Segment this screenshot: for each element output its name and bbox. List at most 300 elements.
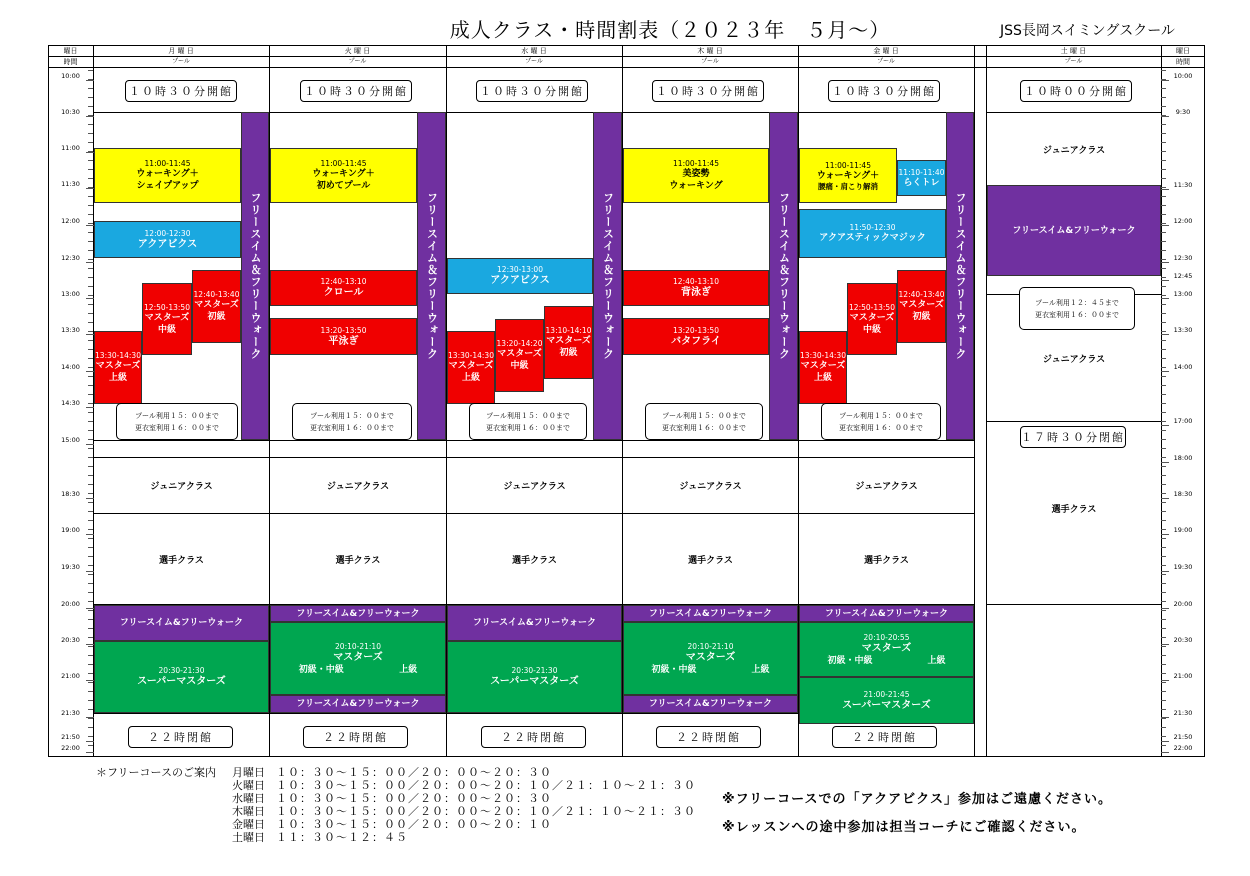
time-minor-tick <box>88 151 93 152</box>
class-walking-shapeup[interactable] <box>94 148 241 203</box>
class-name: フリースイム&フリーウォーク <box>1012 225 1136 236</box>
time-minor-tick <box>1161 673 1166 674</box>
pool-label: プール <box>525 58 543 65</box>
time-tick <box>1161 644 1169 645</box>
time-minor-tick <box>1161 493 1166 494</box>
class-masters-shokyu[interactable] <box>192 270 241 343</box>
class-name: マスターズ <box>546 336 591 346</box>
time-tick <box>1161 498 1169 499</box>
free-swim-vertical[interactable]: フリースイム＆フリーウォーク <box>946 112 974 440</box>
column-divider <box>974 45 975 757</box>
time-minor-tick <box>88 745 93 746</box>
time-tick <box>1161 298 1169 299</box>
class-time: 20:10-20:55 <box>863 632 910 642</box>
class-masters-evening[interactable] <box>799 622 974 677</box>
time-minor-tick <box>1161 223 1166 224</box>
class-level: 上級 <box>813 373 832 383</box>
class-time: 20:30-21:30 <box>511 666 558 675</box>
time-minor-tick <box>88 736 93 737</box>
class-time: 12:40-13:10 <box>673 277 719 286</box>
free-swim-vertical[interactable]: フリースイム＆フリーウォーク <box>241 112 269 440</box>
time-tick <box>86 298 94 299</box>
time-minor-tick <box>88 592 93 593</box>
time-minor-tick <box>1161 547 1166 548</box>
class-time: 13:20-14:20 <box>496 339 543 348</box>
close-time-thursday: ２２時閉館 <box>656 726 761 748</box>
note-pool: プール利用１５：００まで <box>662 411 746 420</box>
time-minor-tick <box>1161 241 1166 242</box>
pool-usage-note <box>821 403 941 440</box>
class-level: 初級 <box>207 312 226 322</box>
time-tick <box>86 80 94 81</box>
class-masters-chukyu[interactable] <box>495 319 544 392</box>
class-super-masters[interactable] <box>94 641 269 713</box>
footer-times: １０：３０〜１５：００／２０：００〜２０：１０／２１：１０〜２１：３０ <box>276 805 696 818</box>
time-label: 18:00 <box>1173 454 1193 462</box>
free-course-row <box>232 805 696 818</box>
time-tick <box>1161 334 1169 335</box>
junior-class: ジュニアクラス <box>1042 145 1106 156</box>
time-label: 12:30 <box>1173 254 1193 262</box>
time-minor-tick <box>88 70 93 71</box>
time-label: 10:00 <box>1173 72 1193 80</box>
free-swim-vertical[interactable]: フリースイム＆フリーウォーク <box>769 112 798 440</box>
pool-label: プール <box>877 58 895 65</box>
time-minor-tick <box>88 124 93 125</box>
open-time-tuesday: １０時３０分開館 <box>300 80 412 102</box>
time-tick <box>1161 571 1169 572</box>
class-name: マスターズ <box>194 300 239 310</box>
pool-usage-note <box>292 403 412 440</box>
class-name: クロール <box>323 287 364 298</box>
note-pool: プール利用１５：００まで <box>486 411 570 420</box>
time-minor-tick <box>1161 412 1166 413</box>
time-label: 17:00 <box>1173 417 1193 425</box>
class-time: 13:20-13:50 <box>320 325 367 335</box>
time-minor-tick <box>1161 637 1166 638</box>
class-time: 11:00-11:45 <box>144 159 191 168</box>
class-name: マスターズ <box>861 642 912 654</box>
time-minor-tick <box>1161 538 1166 539</box>
class-name: 腰痛・肩こり解消 <box>818 181 878 191</box>
time-label: 14:00 <box>61 363 80 371</box>
time-minor-tick <box>88 376 93 377</box>
class-name: ウォーキング <box>669 181 723 191</box>
time-tick <box>1161 462 1169 463</box>
time-minor-tick <box>88 493 93 494</box>
time-minor-tick <box>1161 268 1166 269</box>
time-label: 13:00 <box>61 290 80 298</box>
time-minor-tick <box>88 430 93 431</box>
close-time-saturday: １７時３０分閉館 <box>1020 426 1126 448</box>
time-minor-tick <box>88 106 93 107</box>
time-label: 13:00 <box>1173 290 1193 298</box>
class-level: 初級 <box>559 348 578 358</box>
class-name: フリースイム&フリーウォーク <box>296 699 420 709</box>
class-super-masters[interactable] <box>799 677 974 724</box>
header-youbi: 曜日 <box>63 47 78 55</box>
class-name: マスターズ <box>497 349 542 359</box>
time-label: 11:00 <box>61 144 80 152</box>
note-locker: 更衣室利用１６：００まで <box>662 423 746 432</box>
time-minor-tick <box>88 637 93 638</box>
class-masters-chukyu[interactable] <box>847 283 897 355</box>
class-name: マスターズ <box>333 651 383 663</box>
class-name: 平泳ぎ <box>328 335 359 347</box>
time-label: 20:30 <box>1173 636 1193 644</box>
time-minor-tick <box>88 358 93 359</box>
class-rakutore[interactable] <box>897 160 946 196</box>
footer-day: 金曜日 <box>232 818 265 831</box>
class-bishisei-walking[interactable] <box>623 148 769 203</box>
class-breaststroke[interactable] <box>270 318 417 355</box>
time-minor-tick <box>88 691 93 692</box>
class-name: フリースイム&フリーウォーク <box>119 618 244 628</box>
time-minor-tick <box>88 286 93 287</box>
time-minor-tick <box>88 241 93 242</box>
time-minor-tick <box>88 610 93 611</box>
time-label: 10:30 <box>61 108 80 116</box>
note-locker: 更衣室利用１６：００まで <box>310 423 394 432</box>
time-minor-tick <box>88 664 93 665</box>
time-tick <box>1161 680 1169 681</box>
senshu-class: 選手クラス <box>688 555 733 566</box>
class-time: 20:30-21:30 <box>158 666 205 675</box>
pool-usage-note <box>645 403 763 440</box>
time-label: 9:30 <box>1175 108 1191 116</box>
time-minor-tick <box>88 556 93 557</box>
time-minor-tick <box>1161 124 1166 125</box>
day-header-saturday: 土 曜 日 <box>1060 47 1087 55</box>
time-minor-tick <box>88 88 93 89</box>
time-minor-tick <box>88 250 93 251</box>
time-minor-tick <box>1161 169 1166 170</box>
time-minor-tick <box>88 619 93 620</box>
header-jikan: 時間 <box>1176 58 1190 66</box>
class-time: 11:00-11:45 <box>320 159 367 168</box>
time-minor-tick <box>1161 655 1166 656</box>
time-minor-tick <box>1161 97 1166 98</box>
time-minor-tick <box>1161 376 1166 377</box>
time-label: 18:30 <box>61 490 80 498</box>
senshu-class: 選手クラス <box>864 555 909 566</box>
header-divider <box>48 56 1205 57</box>
free-swim-walk[interactable] <box>799 605 974 622</box>
day-header-thursday: 木 曜 日 <box>697 47 723 55</box>
class-levels <box>624 664 797 676</box>
time-label: 21:30 <box>1173 709 1193 717</box>
class-masters-shokyu[interactable] <box>544 306 593 379</box>
time-minor-tick <box>1161 340 1166 341</box>
time-minor-tick <box>88 421 93 422</box>
time-minor-tick <box>88 259 93 260</box>
class-time: 13:30-14:30 <box>448 351 494 360</box>
time-tick <box>86 608 94 609</box>
time-minor-tick <box>1161 367 1166 368</box>
class-time: 13:30-14:30 <box>95 351 141 360</box>
time-label: 19:30 <box>1173 563 1193 571</box>
time-minor-tick <box>1161 160 1166 161</box>
note-locker: 更衣室利用１６：００まで <box>486 423 570 432</box>
time-label: 20:00 <box>61 600 80 608</box>
time-minor-tick <box>1161 178 1166 179</box>
time-minor-tick <box>1161 403 1166 404</box>
time-label: 21:30 <box>61 709 80 717</box>
time-minor-tick <box>88 547 93 548</box>
time-minor-tick <box>1161 610 1166 611</box>
time-minor-tick <box>88 79 93 80</box>
footer-times: １１：３０〜１２：４５ <box>276 831 408 844</box>
class-level: 中級 <box>862 324 881 335</box>
free-course-lead: ＊フリーコースのご案内 <box>96 766 217 779</box>
time-minor-tick <box>1161 601 1166 602</box>
page-title: 成人クラス・時間割表（２０２３年 ５月〜） <box>449 18 891 42</box>
senshu-class: 選手クラス <box>335 555 381 566</box>
time-tick <box>1161 225 1169 226</box>
class-name: スーパーマスターズ <box>137 676 226 687</box>
note-pool: プール利用１２：４５まで <box>1035 298 1119 307</box>
class-aquabics[interactable] <box>94 221 241 258</box>
time-label: 22:00 <box>1173 744 1193 752</box>
time-minor-tick <box>88 475 93 476</box>
time-minor-tick <box>1161 556 1166 557</box>
time-tick <box>86 152 94 153</box>
header-youbi: 曜日 <box>1176 47 1190 55</box>
row-divider <box>93 440 974 441</box>
time-minor-tick <box>88 322 93 323</box>
time-minor-tick <box>88 277 93 278</box>
time-minor-tick <box>1161 709 1166 710</box>
time-minor-tick <box>1161 727 1166 728</box>
class-name: マスターズ <box>448 361 494 371</box>
time-minor-tick <box>1161 718 1166 719</box>
class-crawl[interactable] <box>270 270 417 306</box>
class-name: スーパーマスターズ <box>490 676 579 687</box>
class-super-masters[interactable] <box>447 641 622 713</box>
class-name: マスターズ <box>800 361 846 371</box>
time-minor-tick <box>88 628 93 629</box>
class-time: 12:30-13:00 <box>497 265 543 274</box>
class-levels <box>800 655 973 667</box>
time-minor-tick <box>88 133 93 134</box>
time-tick <box>1161 280 1169 281</box>
time-minor-tick <box>88 520 93 521</box>
time-label: 11:30 <box>61 180 80 188</box>
free-swim-walk[interactable] <box>987 185 1161 276</box>
free-swim-walk[interactable] <box>447 605 622 641</box>
time-minor-tick <box>1161 106 1166 107</box>
time-label: 18:30 <box>1173 490 1193 498</box>
time-tick <box>86 571 94 572</box>
class-time: 20:10-21:10 <box>687 641 734 651</box>
class-name: マスターズ <box>685 651 736 663</box>
class-name: シェイプアップ <box>136 181 199 191</box>
time-minor-tick <box>1161 322 1166 323</box>
class-masters-jokyu[interactable] <box>94 331 142 404</box>
class-time: 13:20-13:50 <box>673 325 719 335</box>
note-locker: 更衣室利用１６：００まで <box>839 423 923 432</box>
time-label: 10:00 <box>61 72 80 80</box>
footer-times: １０：３０〜１５：００／２０：００〜２０：１０ <box>276 818 552 831</box>
time-tick <box>86 752 94 753</box>
footer-times: １０：３０〜１５：００／２０：００〜２０：３０ <box>276 766 552 779</box>
footer-day: 土曜日 <box>232 831 265 844</box>
time-tick <box>86 498 94 499</box>
pool-label: プール <box>701 58 719 65</box>
class-aquastick-magic[interactable] <box>799 209 946 258</box>
time-minor-tick <box>1161 115 1166 116</box>
time-minor-tick <box>1161 745 1166 746</box>
note-locker: 更衣室利用１６：００まで <box>1035 310 1119 319</box>
time-minor-tick <box>88 223 93 224</box>
day-header-friday: 金 曜 日 <box>873 47 899 55</box>
class-time: 11:00-11:45 <box>825 160 871 170</box>
time-minor-tick <box>1161 736 1166 737</box>
time-tick <box>86 371 94 372</box>
time-minor-tick <box>1161 277 1166 278</box>
time-label: 14:30 <box>61 399 80 407</box>
time-minor-tick <box>1161 304 1166 305</box>
class-masters-chukyu[interactable] <box>142 283 192 355</box>
class-time: 13:10-14:10 <box>545 326 592 335</box>
class-walking-backpain[interactable] <box>799 148 897 203</box>
time-minor-tick <box>1161 151 1166 152</box>
time-tick <box>86 262 94 263</box>
class-backstroke[interactable] <box>623 270 769 306</box>
time-tick <box>1161 116 1169 117</box>
time-minor-tick <box>1161 628 1166 629</box>
time-minor-tick <box>1161 502 1166 503</box>
class-time: 12:40-13:40 <box>898 290 945 299</box>
class-butterfly[interactable] <box>623 318 769 355</box>
time-minor-tick <box>88 367 93 368</box>
class-masters-evening[interactable] <box>623 622 798 695</box>
class-level: 初級・中級 <box>651 664 697 675</box>
free-course-row <box>232 831 696 844</box>
time-tick <box>1161 262 1169 263</box>
free-swim-vertical[interactable]: フリースイム＆フリーウォーク <box>417 112 446 440</box>
free-course-list <box>232 766 696 844</box>
class-name: らくトレ <box>903 177 940 188</box>
close-time-monday: ２２時閉館 <box>128 726 233 748</box>
time-minor-tick <box>1161 70 1166 71</box>
class-masters-jokyu[interactable] <box>799 331 847 404</box>
free-swim-vertical[interactable]: フリースイム＆フリーウォーク <box>593 112 622 440</box>
time-minor-tick <box>1161 619 1166 620</box>
class-name: ウォーキング＋ <box>312 169 375 179</box>
time-minor-tick <box>88 160 93 161</box>
time-label: 21:00 <box>1173 672 1193 680</box>
time-minor-tick <box>88 574 93 575</box>
day-header-tuesday: 火 曜 日 <box>344 47 371 55</box>
pool-usage-note <box>1019 287 1135 330</box>
class-masters-evening[interactable] <box>270 622 446 695</box>
class-name: ウォーキング＋ <box>136 169 199 179</box>
time-minor-tick <box>88 385 93 386</box>
time-minor-tick <box>1161 430 1166 431</box>
time-label: 21:00 <box>61 672 80 680</box>
free-swim-walk[interactable] <box>623 605 798 622</box>
time-minor-tick <box>88 115 93 116</box>
time-minor-tick <box>1161 475 1166 476</box>
time-minor-tick <box>1161 358 1166 359</box>
time-minor-tick <box>88 340 93 341</box>
class-time: 12:40-13:40 <box>193 290 240 299</box>
time-tick <box>86 444 94 445</box>
time-minor-tick <box>88 502 93 503</box>
time-minor-tick <box>1161 196 1166 197</box>
pool-usage-note <box>469 403 587 440</box>
free-course-row <box>232 792 696 805</box>
time-label: 22:00 <box>61 744 80 752</box>
close-time-tuesday: ２２時閉館 <box>303 726 408 748</box>
time-minor-tick <box>1161 331 1166 332</box>
class-levels <box>271 664 445 676</box>
time-tick <box>86 680 94 681</box>
class-level: 中級 <box>510 361 529 371</box>
time-minor-tick <box>1161 574 1166 575</box>
free-swim-walk[interactable] <box>623 695 798 713</box>
time-minor-tick <box>1161 142 1166 143</box>
time-minor-tick <box>1161 214 1166 215</box>
free-swim-walk[interactable] <box>270 605 446 622</box>
time-minor-tick <box>1161 583 1166 584</box>
time-label: 12:00 <box>1173 217 1193 225</box>
class-level: 上級 <box>751 664 770 675</box>
time-minor-tick <box>88 682 93 683</box>
class-name: 初めてプール <box>316 181 371 191</box>
time-label: 13:30 <box>61 326 80 334</box>
class-level: 中級 <box>157 324 176 335</box>
time-tick <box>1161 534 1169 535</box>
class-name: ウォーキング＋ <box>816 170 880 181</box>
class-level: 上級 <box>108 373 127 383</box>
close-time-friday: ２２時閉館 <box>832 726 937 748</box>
class-name: マスターズ <box>849 312 895 323</box>
class-masters-jokyu[interactable] <box>447 331 495 404</box>
time-label: 20:30 <box>61 636 80 644</box>
class-walking-first-pool[interactable] <box>270 148 417 203</box>
day-header-wednesday: 水 曜 日 <box>521 47 547 55</box>
school-name: JSS長岡スイミングスクール <box>1000 23 1175 39</box>
pool-label: プール <box>348 58 367 65</box>
class-time: 11:50-12:30 <box>849 223 896 232</box>
row-divider <box>986 421 1161 422</box>
time-minor-tick <box>1161 700 1166 701</box>
time-tick <box>1161 741 1169 742</box>
class-name: フリースイム&フリーウォーク <box>824 608 949 619</box>
free-swim-walk[interactable] <box>270 695 446 713</box>
free-swim-walk[interactable] <box>94 605 269 641</box>
time-tick <box>1161 189 1169 190</box>
time-minor-tick <box>1161 259 1166 260</box>
time-minor-tick <box>1161 313 1166 314</box>
class-masters-shokyu[interactable] <box>897 270 946 343</box>
class-aquabics[interactable] <box>447 258 593 294</box>
note-locker: 更衣室利用１６：００まで <box>135 423 219 432</box>
time-minor-tick <box>88 511 93 512</box>
time-minor-tick <box>88 205 93 206</box>
time-minor-tick <box>1161 691 1166 692</box>
time-minor-tick <box>88 727 93 728</box>
time-label: 20:00 <box>1173 600 1193 608</box>
footer-day: 月曜日 <box>232 766 265 779</box>
class-name: アクアスティックマジック <box>819 233 926 243</box>
class-time: 12:50-13:50 <box>144 302 190 312</box>
time-tick <box>1161 425 1169 426</box>
time-minor-tick <box>1161 421 1166 422</box>
time-minor-tick <box>88 295 93 296</box>
